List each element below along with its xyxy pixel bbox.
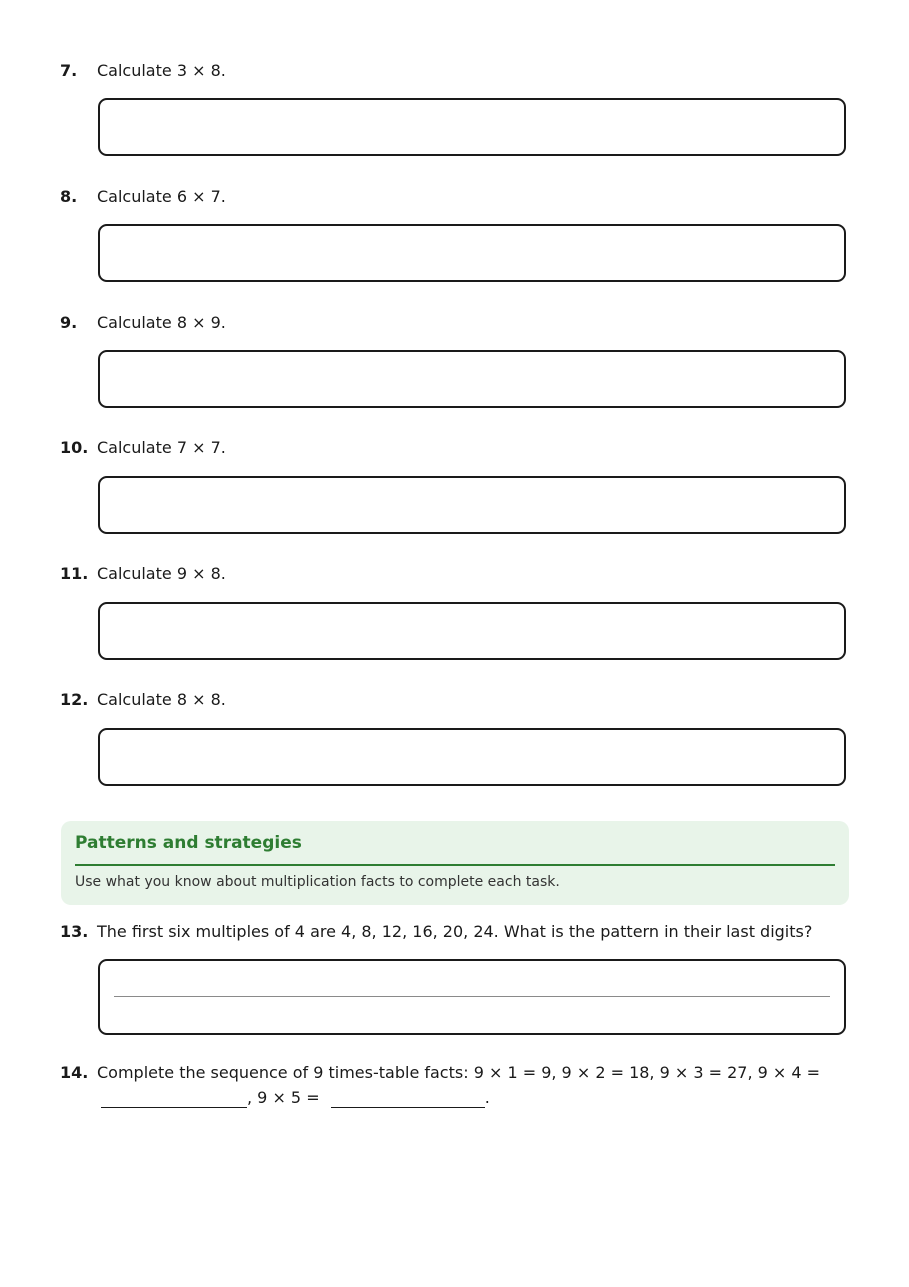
question-number: 7. xyxy=(60,61,78,80)
answer-box-10[interactable] xyxy=(98,476,846,534)
question-text: Calculate 3 × 8. xyxy=(97,61,226,80)
writing-line xyxy=(114,996,830,997)
question-text: Calculate 7 × 7. xyxy=(97,438,226,457)
question-text: Calculate 8 × 8. xyxy=(97,690,226,709)
answer-blank-9x5[interactable] xyxy=(331,1091,485,1108)
question-text: Calculate 8 × 9. xyxy=(97,313,226,332)
question-number: 11. xyxy=(60,564,89,583)
question-number: 10. xyxy=(60,438,89,457)
answer-box-11[interactable] xyxy=(98,602,846,660)
question-14-continuation xyxy=(97,1088,490,1108)
question-text: The first six multiples of 4 are 4, 8, 12, 16, 20, 24. What is the pattern in their last digits? xyxy=(97,922,813,941)
section-instruction: Use what you know about multiplication facts to complete each task. xyxy=(75,874,560,890)
continuation-text: , 9 × 5 = xyxy=(247,1088,320,1107)
answer-box-13[interactable] xyxy=(98,959,846,1035)
section-panel xyxy=(61,821,849,905)
question-text: Complete the sequence of 9 times-table facts: 9 × 1 = 9, 9 × 2 = 18, 9 × 3 = 27, 9 × 4 = xyxy=(97,1063,821,1082)
answer-blank-9x4[interactable] xyxy=(101,1091,247,1108)
answer-box-8[interactable] xyxy=(98,224,846,282)
section-divider xyxy=(75,864,835,866)
end-punctuation: . xyxy=(484,1088,490,1107)
question-text: Calculate 9 × 8. xyxy=(97,564,226,583)
answer-box-7[interactable] xyxy=(98,98,846,156)
question-number: 13. xyxy=(60,922,89,941)
question-number: 8. xyxy=(60,187,78,206)
question-number: 14. xyxy=(60,1063,89,1082)
question-number: 12. xyxy=(60,690,89,709)
question-number: 9. xyxy=(60,313,78,332)
answer-box-9[interactable] xyxy=(98,350,846,408)
section-title: Patterns and strategies xyxy=(75,833,302,853)
question-text: Calculate 6 × 7. xyxy=(97,187,226,206)
answer-box-12[interactable] xyxy=(98,728,846,786)
